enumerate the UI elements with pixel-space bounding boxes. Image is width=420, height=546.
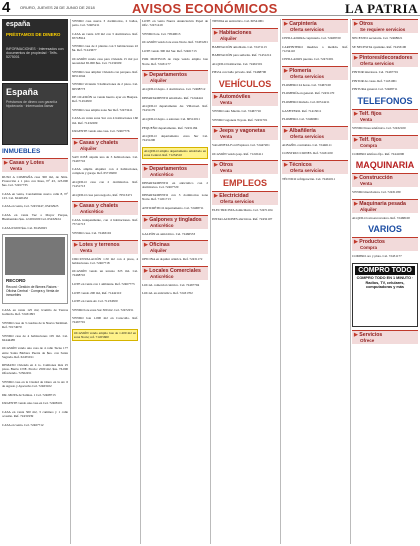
arrow-icon: ▶ (214, 162, 220, 169)
classified-ad: PLOMERÍA en general. Ref. 72431170 (282, 91, 335, 96)
category-subtitle: Venta (220, 134, 233, 140)
page-header (0, 0, 420, 16)
category-header (72, 240, 138, 254)
classified-ad: POR MOTIVOS de viaje vendo amplio lote Norte. Ref. 72431177 (142, 57, 208, 66)
classified-ad: VENDO vagoneta Toyota. Ref. 72431701 (212, 117, 268, 122)
arrow-icon: ▶ (284, 21, 290, 27)
category-title: ▶ Telf. fijos (354, 136, 382, 143)
highlighted-ad: OCASIÓN vendo amplio lote de 1.200 m2 en zona Norte; ref. 71455600 (72, 329, 138, 341)
classified-ad: SE NECESITA ayudante. Ref. 72433100 (352, 44, 407, 49)
classified-ad: OFICINA en alquiler céntrica. Ref. 72431172 (142, 257, 203, 262)
classified-ad: TIENDA en anticrético. Cel. 60541001 (212, 19, 264, 23)
category-title: ▶ Jeeps y vagonetas (214, 128, 266, 135)
classified-ad: CONSTRUCCIONES. Ref. 72431100 (282, 151, 333, 156)
ad-title: RECORD (6, 278, 26, 284)
category-subtitle: Oferta servicios (290, 73, 325, 79)
category-subtitle: Anticrético (150, 171, 174, 177)
category-title: ▶ Telf. fijos (354, 110, 382, 117)
classified-ad: VENDO mezcladora. Cel. 72431180 (352, 190, 401, 195)
category-subtitle: Anticrético (80, 209, 104, 215)
category-subtitle: Compra (360, 142, 378, 148)
category-header (352, 135, 418, 149)
classified-ad: VENDO casa amplia zona Sur Ref. 72473411 (72, 107, 133, 112)
ad-photo (5, 237, 65, 275)
category-subtitle: Alquiler (80, 145, 97, 151)
classified-ad: VENDO casa. Cel. 72463102 (72, 231, 112, 236)
column-3 (142, 19, 208, 544)
arrow-icon: ▶ (354, 21, 360, 27)
classified-ad: CIRCUNVALACIÓN 1.50 m2 con 4 pisos, 4 habitaciones. Cel. 72467718 (72, 256, 138, 265)
date-line: ORURO, JUEVES 28 DE JUNIO DE 2018 (20, 5, 95, 10)
arrow-icon: ▶ (284, 67, 290, 74)
category-header (282, 66, 348, 80)
category-header (72, 138, 138, 152)
category-subtitle: Se requiere servicios (360, 27, 406, 32)
category-subtitle: Venta (80, 247, 93, 253)
category-header (2, 158, 68, 172)
arrow-icon: ▶ (144, 267, 150, 274)
ad-title: España (6, 87, 39, 97)
column-5 (282, 19, 348, 544)
arrow-icon: ▶ (214, 29, 220, 36)
category-subtitle: Anticrético (150, 222, 174, 228)
classified-ad: CASA en venta 125 m2, Icamilo de Tierras Gallardo. Ref. 72431993 (2, 308, 68, 317)
category-header (282, 19, 348, 33)
classified-ad: ALQUILO departamento zona Sur Cel. 72431200 (142, 134, 208, 143)
classified-ad: ALQUILO depto. a estrenar. Cel. 60512011 (142, 117, 200, 122)
classified-ad: SAN JOSÉ alquila una de 3 habitaciones. Cel. 72467716 (72, 154, 138, 163)
classified-ad: PLOMERO. Cel. 72460001 (282, 117, 319, 122)
category-subtitle: Alquiler (220, 35, 237, 41)
category-title: ▶ Maquinaria pesada (354, 200, 406, 207)
section-vehiculos: VEHÍCULOS (218, 78, 272, 89)
classified-ad: LOTE vendo 200 m2, Ref. 71442110 (72, 290, 122, 295)
classified-ad: CEPILLADOS puertas. Cel. 72471001 (282, 57, 334, 62)
arrow-icon: ▶ (354, 175, 360, 182)
category-header (352, 237, 418, 251)
arrow-icon: ▶ (354, 331, 360, 338)
category-title: ▶ Automóviles (214, 93, 251, 100)
category-header (212, 92, 278, 106)
classified-ad: ALQUILO retroexcavadora. Ref. 72468100 (352, 215, 410, 220)
category-header (142, 164, 208, 178)
category-header (282, 126, 348, 140)
classified-ad: HABITACIÓN amoblada. Cel. 72471113 (212, 44, 267, 49)
section-inmuebles: INMUEBLES (2, 148, 41, 155)
arrow-icon: ▶ (354, 110, 360, 117)
classified-ad: URGENTE vendo una casa en Cel. 72468101 (2, 401, 63, 406)
ad-title: españa (6, 21, 31, 28)
classified-ad: VENDO casa de 4 habitaciones 105 m2. Cel. 62444485 (2, 333, 68, 342)
newspaper-title: LA PATRIA (345, 1, 418, 16)
promo-body: COMPRO TODO EN 1 MINUTO · Radios, TV, celulares, computadoras y más (356, 275, 414, 290)
classified-ad: REMATO vivienda en 4 to. Camiones más 25 pisos. Barrio CNE. Precio: 2500 m2. $us. 76.000 Ofreciendo. 72562451 (2, 363, 68, 376)
category-subtitle: Alquiler (360, 206, 377, 212)
classified-ad: VAGONETA Ford Explorer. Cel. 72447201 (212, 143, 270, 148)
classified-ad: LOTE vendo 300 m2 Sur. Ref. 72461713 (142, 48, 197, 53)
classified-ad: GALPÓN en anticrético. Cel. 72466533 (142, 231, 196, 236)
column-6 (352, 19, 418, 544)
category-header (212, 28, 278, 42)
ad-body: Record: Gestión de Bienes Raíces · Oficina Central · Compra y Venta de inmuebles (6, 285, 59, 298)
classified-ad: CASA 63.000 $us. Cel. 65432925 (2, 225, 47, 230)
classified-ad: DE OCASIÓN se vende huerto ayer en Huajara. Ref. 71454500 (72, 95, 138, 104)
classified-ad: OCASIÓN vendo un terreno 323 m2. Cel. 72468710 (72, 269, 138, 278)
category-header (72, 201, 138, 215)
category-subtitle: Ofrece (360, 337, 375, 343)
arrow-icon: ▶ (74, 241, 80, 248)
classified-ad: RUSO A COMPAÑA casa 300 m2, de 3mts. Protección a 1 piso con línea, N° 43, 123.000 $us. Cel. 72457735 (2, 175, 68, 188)
section-maquinaria: MAQUINARIA (355, 160, 415, 171)
column-2 (72, 19, 138, 544)
classified-ad: CASA en venta. Cel. 72467712 (2, 422, 44, 427)
classified-ad: VENDO casa en la Ciudad de Oruro en la Av. 6 de Agosto y Ayacucho Cel. 72463102 (2, 379, 68, 389)
classified-ad: ALBAÑIL contratista. Cel. 72446111 (282, 142, 332, 147)
highlighted-ad: ALQUILO amplio departamento amoblado en zona Central. Ref. 71234510 (142, 147, 208, 159)
category-title: ▶ Electricidad (214, 193, 249, 200)
page-number: 4 (2, 0, 11, 16)
classified-ad: OCASIÓN vendo lote zona Norte. Ref. 72455201 (142, 40, 208, 45)
category-subtitle: Oferta servicios (290, 168, 325, 174)
category-title: ▶ Servicios (354, 331, 383, 338)
arrow-icon: ▶ (354, 239, 360, 246)
arrow-icon: ▶ (144, 216, 150, 223)
category-header (352, 173, 418, 187)
category-title: ▶ Pintores/decoradores (354, 55, 413, 62)
classified-ad: VENDO auto Mazda. Cel. 72467716 (212, 108, 261, 113)
category-header (352, 19, 418, 33)
category-header (142, 240, 208, 254)
classified-ad: VENDO casa de 3 cuadras de la Nueva Terminal. Ref. 70174070 (2, 321, 68, 330)
category-title: ▶ Locales Comerciales (144, 267, 201, 274)
category-subtitle: Venta (360, 116, 373, 122)
classified-ad: VENDO casa nueva 3 dormitorios, 2 baños, patio. Cel. 72405211 (72, 19, 138, 28)
classified-ad: PIEZA con baño privado. Ref. 72468700 (212, 70, 267, 75)
classified-ad: CASA amplia Alquiler con 4 habitaciones, completa y garaje. Ref. 65718200 (72, 167, 138, 176)
promo-title: COMPRO TODO (355, 266, 415, 275)
category-header (352, 53, 418, 67)
classified-ad: COMPRO oro y plata. Cel. 72431177 (352, 254, 402, 259)
classified-ad: VENDO línea telefónica. Cel. 72432100 (352, 125, 406, 130)
ad-body: Préstamos de dinero con garantía hipotecaria · Interesados llamar (6, 100, 58, 108)
arrow-icon: ▶ (144, 72, 150, 79)
section-title: AVISOS ECONÓMICOS (132, 1, 278, 16)
category-title: ▶ Casas y Lotes (4, 160, 45, 166)
category-title: ▶ Departamentos (144, 72, 187, 79)
ad-subtitle: PRÉSTAMOS DE DINERO (6, 32, 61, 37)
category-title: ▶ Oficinas (144, 242, 170, 249)
arrow-icon: ▶ (214, 128, 220, 135)
section-varios: VARIOS (368, 224, 402, 235)
classified-ad: ALQUILO depto. 2 dormitorios. Cel. 72468712 (142, 87, 206, 92)
column-4 (212, 19, 278, 544)
category-title: ▶ Productos (354, 239, 385, 246)
classified-ad: OCASIÓN vendo una casa de 4 calle Tacna 177 entre Santa Bárbara Puerta de $us. con Santa Sagrada. Ref. 62455011 (2, 346, 68, 359)
classified-ad: CEPILLADORA carpintería. Cel. 72468720 (282, 36, 341, 40)
category-subtitle: Alquiler (150, 248, 167, 254)
classified-ad: OCASIÓN vendo jeep. Ref. 71245411 (212, 151, 263, 156)
column-1 (2, 19, 68, 544)
arrow-icon: ▶ (354, 200, 360, 207)
arrow-icon: ▶ (214, 93, 220, 100)
classified-ad: VENDO lote zona Sur 300 m2. Cel. 72472251 (72, 307, 134, 312)
classified-ad: CASA independiente, con 4 habitaciones. Ref. 75741713 (72, 218, 138, 227)
category-header (352, 109, 418, 123)
category-subtitle: Venta (220, 168, 233, 174)
category-header (352, 199, 418, 213)
classified-ad: CARPINTERO muebles a medida. Ref. 71234110 (282, 44, 348, 53)
category-title: ▶ Departamentos (144, 165, 187, 172)
classified-ad: OCASIÓN vendo casa para vivienda 15 m2 por necesidad 65.000 $us. Cel. 71234509 (72, 57, 138, 66)
classified-ad: CASA en venta zona Sur con 4 habitaciones 160 m2. Ref. 71432209 (72, 116, 138, 125)
category-header (352, 330, 418, 344)
category-subtitle: Oferta servicios (220, 199, 255, 205)
arrow-icon: ▶ (74, 203, 80, 210)
arrow-icon: ▶ (4, 160, 10, 166)
classified-ad: CASA en venta, Cel. 72453247, 65432925 (2, 204, 59, 209)
arrow-icon: ▶ (214, 193, 220, 200)
classified-ad: VENDO casa ampliar vivienda con parqueo. Ref. 60512044 (72, 69, 138, 78)
classified-ad: ALQUILO departamento Av. Villarroel. Ref. 72431179 (142, 104, 208, 113)
category-subtitle: Anticrético (150, 273, 174, 279)
classified-ad: PLOMERO titulado. Cel. 60514211 (282, 100, 330, 105)
classified-ad: PEQUEÑO departamento. Ref. 72431184 (142, 125, 198, 130)
classified-ad: DEPARTAMENTO con 3 dormitorios zona Norte. Ref. 71451713 (142, 193, 208, 202)
classified-ad: CASA en venta, Condominio nuevo calle 8, N° 123. Cel. 62420432 (2, 191, 68, 200)
category-header (212, 160, 278, 174)
category-title: ▶ Plomería (284, 67, 312, 74)
classified-ad: VENDO casa de 2 plantas con 5 habitaciones 22 $k. Ref. 71243677 (72, 44, 138, 53)
classified-ad: VENDO lote 1.000 m2 en Caracollo. Ref. 72467701 (72, 316, 138, 325)
arrow-icon: ▶ (284, 162, 290, 169)
category-title: ▶ Albañilería (284, 127, 316, 134)
classified-ad: LOTE en venta con 1 ambiente. Ref. 72467773 (72, 282, 135, 286)
arrow-icon: ▶ (284, 127, 290, 134)
classified-ad: CASA en venta 120 m2 con 3 dormitorios. Ref. 65718914 (72, 31, 138, 40)
classified-ad: PINTOR de casas. Ref. 71431001 (352, 78, 397, 83)
category-title: ▶ Habitaciones (214, 29, 252, 36)
category-title: ▶ Técnicos (284, 162, 312, 169)
classified-ad: VENDO vivienda 3 habitaciones de 2 pisos. Cel. 60538773 (72, 82, 138, 91)
category-subtitle: Oferta servicios (290, 133, 325, 139)
category-title: ▶ Lotes y terrenos (74, 241, 120, 248)
classified-ad: ANTICRÉTICO departamento. Cel. 72468711 (142, 205, 204, 210)
classified-ad: VENDO lote. Cel. 70540013 (142, 31, 181, 36)
category-title: ▶ Otros (354, 21, 374, 27)
category-subtitle: Compra (360, 245, 378, 251)
section-telefonos: TELEFONOS (357, 95, 413, 106)
classified-ad: CASA en venta Vez a Mayor Parque, Bienbenidos $us. 12.000.000 Cel. 65432924 (2, 213, 68, 222)
category-header (212, 126, 278, 140)
classified-ad: TÉCNICO refrigeración. Cel. 72461011 (282, 177, 336, 182)
arrow-icon: ▶ (354, 55, 360, 62)
classified-ad: COMPRO teléfono fijo. Ref. 72441000 (352, 151, 405, 156)
classified-ad: LOTE en venta Av. Cel. 71234500 (72, 299, 118, 304)
classified-ad: HABITACIÓN para señorita. Ref. 71451212 (212, 53, 272, 58)
section-empleos: EMPLEOS (222, 178, 267, 189)
category-header (212, 191, 278, 205)
classified-ad: PINTOR interiores. Cel. 72467701 (352, 70, 399, 75)
classified-ad: PINTURA general. Cel. 72468711 (352, 87, 398, 92)
category-subtitle: Oferta servicios (290, 27, 325, 32)
classified-ad: LOCAL comercial céntrico. Cel. 72467704 (142, 282, 200, 287)
arrow-icon: ▶ (144, 242, 150, 249)
category-subtitle: Venta (10, 166, 23, 171)
ad-box-record[interactable] (2, 234, 68, 304)
ad-box-espana[interactable] (2, 19, 68, 81)
classified-ad: ALQUILO habitación. Cel. 72461501 (212, 61, 263, 66)
category-title: ▶ Galpones y tinglados (144, 216, 202, 223)
classified-ad: ALQUILO casa con 2 dormitorios. Ref. 71451713 (72, 180, 138, 189)
category-title: ▶ Construcción (354, 175, 393, 182)
category-header (142, 266, 208, 280)
classified-ad: INSTALACIONES eléctricas. Ref. 72432107 (212, 216, 273, 221)
classified-ad: LOTE en venta Nueva Anunciación Papel de Ofic. 72471419 (142, 19, 208, 28)
category-title: ▶ Carpintería (284, 21, 317, 27)
category-title: ▶ Casas y chalets (74, 139, 119, 146)
classified-ad: CASA en venta 500 m2, 3 caminos y 1 calle ocasión. Ref. 72431939 (2, 409, 68, 418)
ad-compro-todo[interactable] (352, 263, 418, 327)
ad-body: INFORMACIONES · Interesados con documentos de propiedad · Telfs. 5275001 (6, 47, 64, 60)
category-subtitle: Venta (360, 181, 373, 187)
classified-ad: DR. MOYA de Salinas. 1 Cel. 72468713 (2, 392, 56, 397)
category-header (282, 160, 348, 174)
ad-box-espana-2[interactable] (2, 83, 68, 145)
category-subtitle: Oferta servicios (360, 61, 395, 67)
classified-ad: DEPARTAMENTO amoblado. Ref. 71244441 (142, 95, 204, 100)
category-subtitle: Alquiler (150, 78, 167, 84)
category-title: ▶ Otros (214, 162, 234, 169)
classified-ad: ALQUILO casa para negocio, Ref. 70513471 (72, 192, 133, 197)
classified-ad: PLOMERO 24 horas. Cel. 72467100 (282, 82, 331, 87)
classified-ad: DEPARTAMENTO en anticrético con 2 dormitorios. Cel. 72467720 (142, 180, 208, 189)
arrow-icon: ▶ (74, 139, 80, 146)
classified-ad: GASFITERO. Ref. 71413011 (282, 108, 322, 113)
arrow-icon: ▶ (354, 136, 360, 143)
category-title: ▶ Casas y chalets (74, 203, 119, 210)
classified-ad: ELECTRICISTA domiciliario. Cel. 72471104 (212, 208, 273, 213)
classified-ad: URGENTE vendo una casa. Cel. 72467776 (72, 129, 130, 134)
arrow-icon: ▶ (144, 165, 150, 172)
classified-ad: LOCAL en anticrético. Ref. 72431702 (142, 291, 193, 296)
category-subtitle: Venta (220, 99, 233, 105)
classified-ad: NECESITO secretaria. Cel. 72468021 (352, 36, 403, 40)
category-header (142, 70, 208, 84)
category-header (142, 215, 208, 229)
